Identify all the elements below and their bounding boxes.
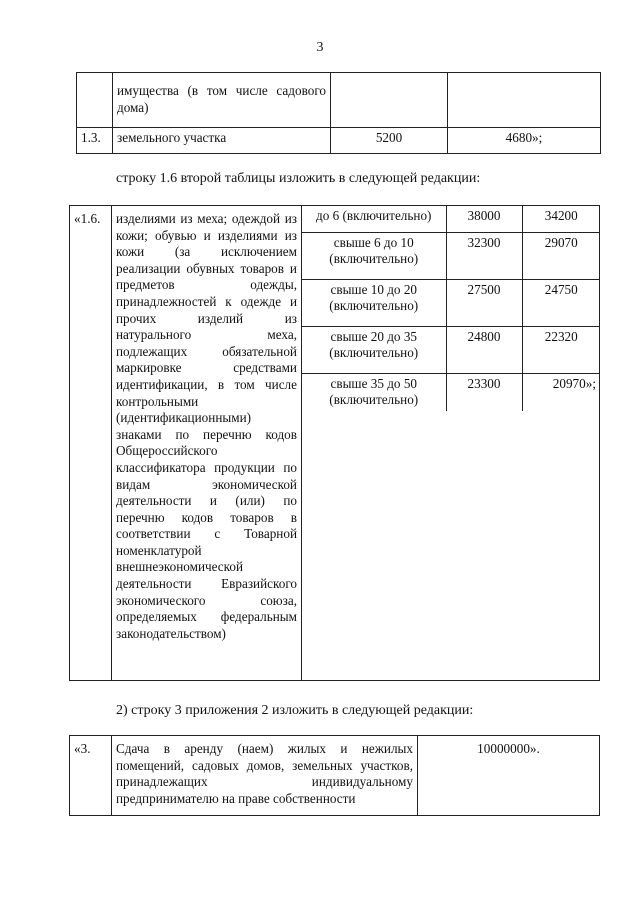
table-row xyxy=(302,373,600,411)
paragraph-1: строку 1.6 второй таблицы изложить в следующей редакции: xyxy=(116,171,481,186)
value1-cell: 27500 xyxy=(446,279,522,326)
table3-value: 10000000». xyxy=(418,736,600,816)
value2-cell: 22320 xyxy=(522,326,600,373)
table1-row2-text: земельного участка xyxy=(113,128,331,154)
table2-values-cell xyxy=(302,206,600,681)
table-row xyxy=(70,206,600,681)
value1-cell: 23300 xyxy=(446,373,522,411)
table1-row1-num xyxy=(77,73,113,128)
table-row xyxy=(77,128,601,154)
table-row xyxy=(77,73,601,128)
table-row xyxy=(302,232,600,279)
value2-cell: 34200 xyxy=(522,206,600,232)
table-row xyxy=(302,206,600,232)
table-row xyxy=(302,326,600,373)
value1-cell: 32300 xyxy=(446,232,522,279)
value2-cell: 29070 xyxy=(522,232,600,279)
range-cell: свыше 20 до 35 (включительно) xyxy=(302,326,446,373)
range-cell: свыше 10 до 20 (включительно) xyxy=(302,279,446,326)
table1-row2-num: 1.3. xyxy=(77,128,113,154)
table-2 xyxy=(69,205,600,681)
page-number: 3 xyxy=(316,40,324,55)
table3-text: Сдача в аренду (наем) жилых и нежилых помещений, садовых домов, земельных участков, принадлежащих индивидуальному предпринимателю на праве собственности xyxy=(112,736,418,816)
table2-values xyxy=(302,206,600,411)
table-row xyxy=(70,736,600,816)
range-cell: до 6 (включительно) xyxy=(302,206,446,232)
table-1 xyxy=(76,72,601,154)
table2-num: «1.6. xyxy=(70,206,112,681)
value2-cell: 20970»; xyxy=(522,373,600,411)
table-row xyxy=(302,279,600,326)
table1-row1-col3 xyxy=(331,73,448,128)
range-cell: свыше 6 до 10 (включительно) xyxy=(302,232,446,279)
range-cell: свыше 35 до 50 (включительно) xyxy=(329,375,419,408)
table1-row2-col3: 5200 xyxy=(331,128,448,154)
table1-row1-col4 xyxy=(448,73,601,128)
table-3 xyxy=(69,735,600,816)
table3-num: «3. xyxy=(70,736,112,816)
value2-cell: 24750 xyxy=(522,279,600,326)
value1-cell: 38000 xyxy=(446,206,522,232)
table2-description: изделиями из меха; одеждой из кожи; обувью и изделиями из кожи (за исключением реализации обувных товаров и предметов одежды, принадлежностей к одежде и прочих изделий из натурального меха, подлежащих обязательной маркировке средствами идентификации, в том числе контрольными (идентификационными) знаками по перечню кодов Общероссийского классификатора продукции по видам экономической деятельности и (или) по перечню кодов товаров в соответствии с Товарной номенклатурой внешнеэкономической деятельности Евразийского экономического союза, определяемых федеральным законодательством) xyxy=(112,206,302,681)
value1-cell: 24800 xyxy=(446,326,522,373)
table1-row1-text: имущества (в том числе садового дома) xyxy=(113,73,331,128)
paragraph-2: 2) строку 3 приложения 2 изложить в следующей редакции: xyxy=(116,703,474,718)
table1-row2-col4: 4680»; xyxy=(448,128,601,154)
